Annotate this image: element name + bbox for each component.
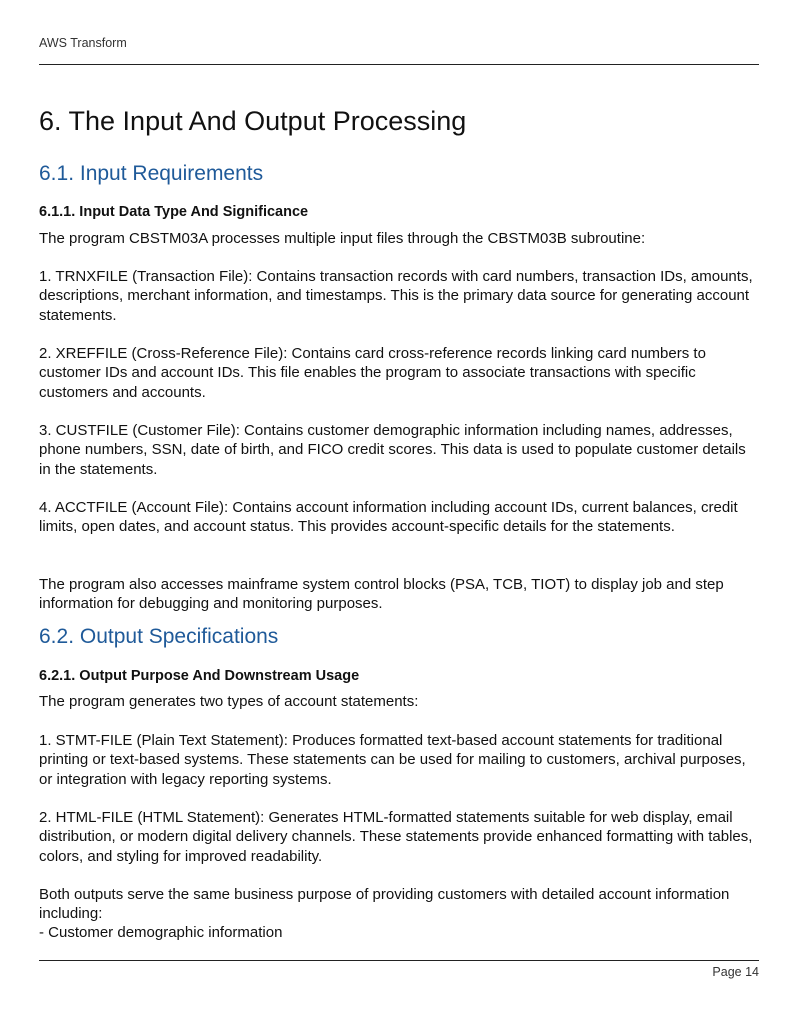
paragraph-control-blocks: The program also accesses mainframe system control blocks (PSA, TCB, TIOT) to display job and step information for debugging and monitoring purposes. xyxy=(39,576,724,613)
page-number: Page 14 xyxy=(712,965,759,979)
subsubsection-title-output-purpose: 6.2.1. Output Purpose And Downstream Usage xyxy=(39,668,360,684)
paragraph-custfile: 3. CUSTFILE (Customer File): Contains customer demographic information including names, addresses, phone numbers, SSN, date of birth, and FICO credit scores. This data is used to populate customer details in the statements. xyxy=(39,422,746,478)
paragraph-both-outputs: Both outputs serve the same business purpose of providing customers with detailed account information including: xyxy=(39,886,730,923)
subsection-title-output-specifications: 6.2. Output Specifications xyxy=(39,625,279,648)
paragraph-html-file: 2. HTML-FILE (HTML Statement): Generates HTML-formatted statements suitable for web display, email distribution, or modern digital delivery channels. These statements provide enhanced formatting with tables, colors, and styling for improved readability. xyxy=(39,809,753,865)
header-divider xyxy=(39,64,759,65)
list-item-customer-demographic: - Customer demographic information xyxy=(39,924,283,941)
section-title: 6. The Input And Output Processing xyxy=(39,106,467,136)
paragraph-stmt-file: 1. STMT-FILE (Plain Text Statement): Produces formatted text-based account statements for traditional printing or text-based systems. These statements can be used for mailing to customers, archival purposes, or integration with legacy reporting systems. xyxy=(39,732,746,788)
paragraph-acctfile: 4. ACCTFILE (Account File): Contains account information including account IDs, current balances, credit limits, open dates, and account status. This provides account-specific details for the statements. xyxy=(39,499,738,536)
paragraph-trnxfile: 1. TRNXFILE (Transaction File): Contains transaction records with card numbers, transaction IDs, amounts, descriptions, merchant information, and timestamps. This is the primary data source for generating account statements. xyxy=(39,268,753,324)
footer-divider xyxy=(39,960,759,961)
subsection-title-input-requirements: 6.1. Input Requirements xyxy=(39,162,264,185)
paragraph-xreffile: 2. XREFFILE (Cross-Reference File): Contains card cross-reference records linking card numbers to customer IDs and account IDs. This file enables the program to associate transactions with specific customers and accounts. xyxy=(39,345,706,401)
paragraph-output-intro: The program generates two types of account statements: xyxy=(39,693,419,710)
running-header-title: AWS Transform xyxy=(39,36,127,50)
paragraph-input-intro: The program CBSTM03A processes multiple input files through the CBSTM03B subroutine: xyxy=(39,230,646,247)
subsubsection-title-input-data-type: 6.1.1. Input Data Type And Significance xyxy=(39,204,309,220)
